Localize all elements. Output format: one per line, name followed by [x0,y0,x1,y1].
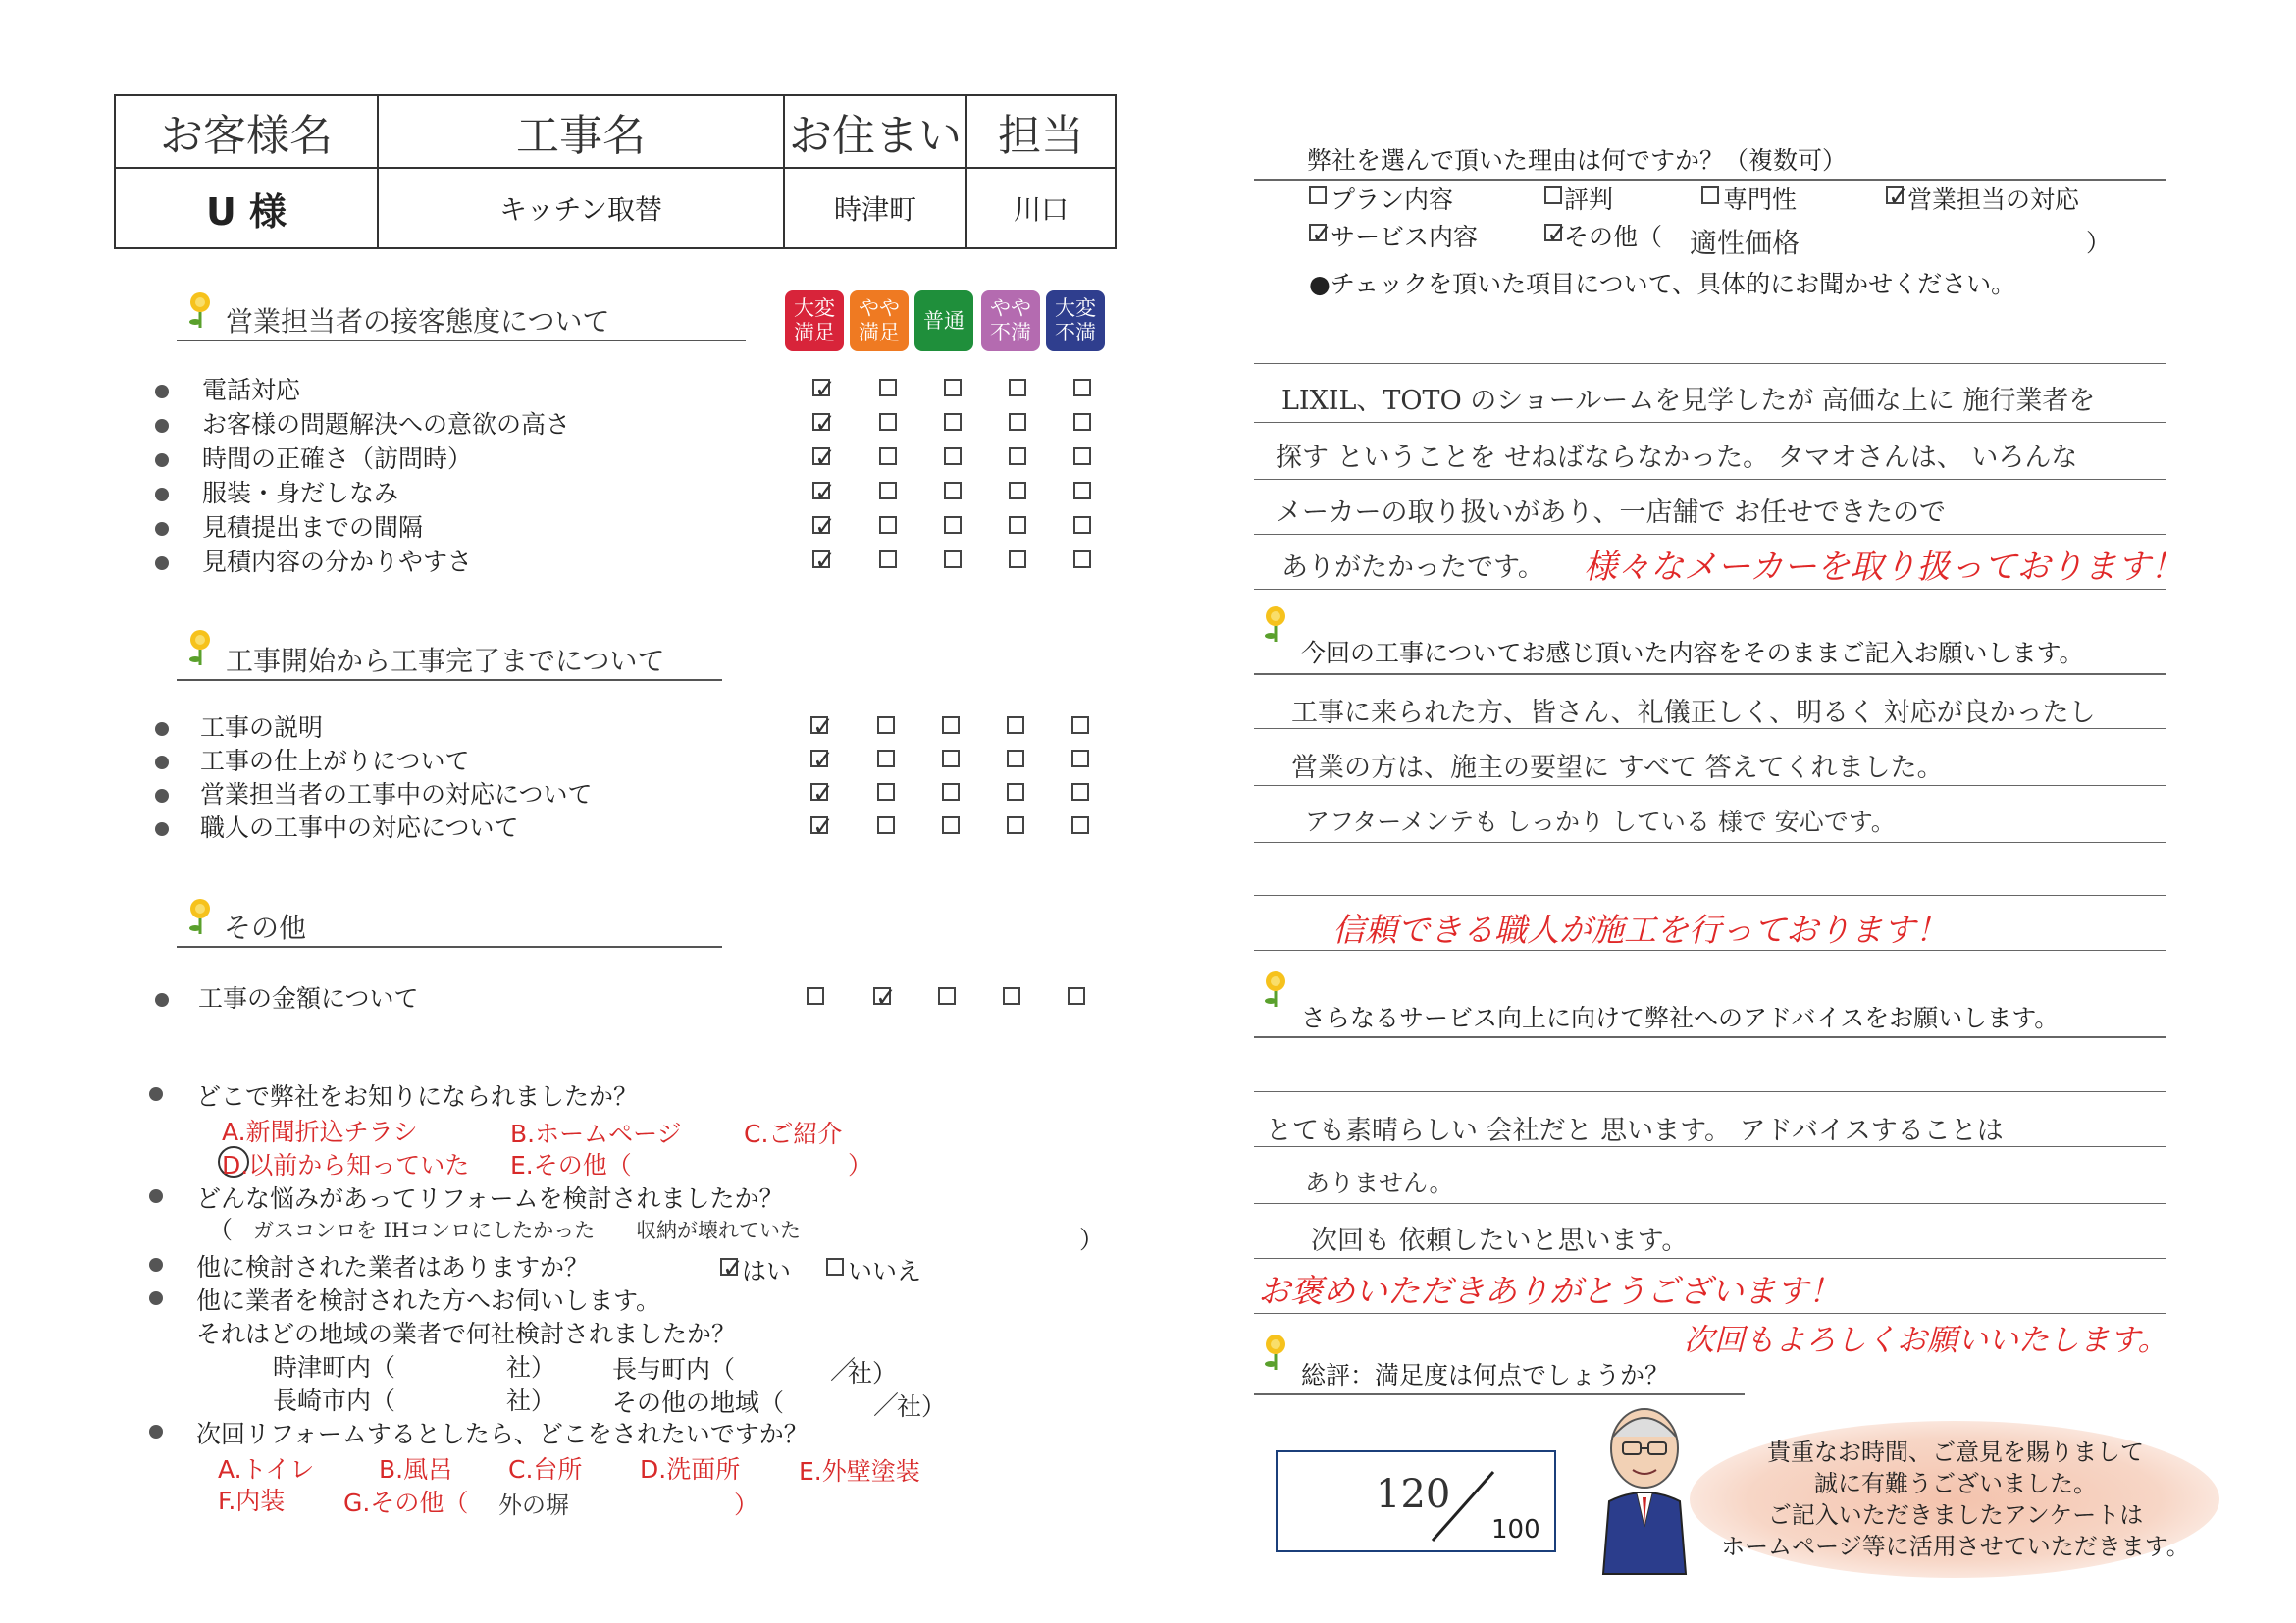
bullet [155,419,169,433]
rating-checkbox[interactable] [1009,379,1026,396]
thanks-line2: 誠に有難うございました。 [1814,1470,2097,1497]
rating-checkbox[interactable] [1009,482,1026,499]
section2-title: 工事開始から工事完了までについて [226,645,665,677]
bullet [155,522,169,536]
answer1-line2: 探す ということを せねばならなかった。 タマオさんは、 いろんな [1276,443,2078,473]
rating-checkbox[interactable]: ✓ [814,409,836,439]
answer1-line1: LIXIL、TOTO のショールームを見学したが 高価な上に 施行業者を [1281,386,2096,416]
bullet [155,722,169,736]
reason-rep: 評判 [1564,185,1614,214]
reason-rep-checkbox[interactable] [1544,186,1562,204]
rating-checkbox[interactable] [879,516,897,534]
q-area-a2-v: ／ [830,1356,857,1386]
q-area-a4-s: 社） [897,1392,947,1421]
rating-checkbox[interactable] [1073,516,1091,534]
rating-checkbox[interactable] [1007,816,1024,834]
right-q3: さらなるサービス向上に向けて弊社へのアドバイスをお願いします。 [1301,1004,2060,1032]
rating-checkbox[interactable] [879,447,897,465]
rating-checkbox[interactable]: ✓ [814,478,836,507]
rating-checkbox[interactable] [1073,413,1091,431]
q-area-2: それはどの地域の業者で何社検討されましたか？ [196,1320,737,1348]
q-next-f: F.内装 [218,1487,286,1515]
q-next-a: A.トイレ [218,1455,315,1484]
q-reason-open: （ [208,1216,234,1244]
q-know: どこで弊社をお知りになられましたか？ [196,1082,639,1111]
rating-checkbox[interactable] [879,379,897,396]
score-max: 100 [1491,1515,1540,1544]
rating-checkbox[interactable] [944,482,962,499]
answer3-line2: ありません。 [1305,1169,1454,1197]
rating-checkbox[interactable] [938,987,956,1005]
rating-checkbox[interactable] [1007,716,1024,734]
q-area-a4: その他の地域（ [612,1388,785,1417]
mascot-illustration [1586,1399,1703,1576]
staff-name: 川口 [966,168,1116,248]
q-next-g: G.その他（ [343,1489,469,1517]
rating-checkbox[interactable] [944,516,962,534]
work-name: キッチン取替 [378,168,784,248]
section1-underline [177,340,746,341]
rating-checkbox[interactable] [1009,550,1026,568]
header-customer-label: お客様名 [115,95,378,168]
rating-checkbox[interactable]: ✓ [812,712,834,742]
answer1-line3: メーカーの取り扱いがあり、一店舗で お任せできたので [1276,497,1947,528]
reason-other-close: ） [2086,229,2112,257]
section3-underline [177,946,722,948]
section1-title: 営業担当者の接客態度について [226,305,610,338]
score-box[interactable] [1276,1450,1556,1552]
right-q4: 総評：満足度は何点でしょうか？ [1301,1361,1670,1389]
q-area-a4-v: ／ [873,1391,900,1421]
scale-badge-2: 普通 [914,290,973,351]
bullet [155,789,169,803]
rating-checkbox[interactable] [1071,716,1089,734]
rating-checkbox[interactable] [1071,816,1089,834]
rating-checkbox[interactable] [1003,987,1020,1005]
rating-checkbox[interactable] [944,379,962,396]
bullet [155,756,169,769]
q-reason-answer1: ガスコンロを IHコンロにしたかった [253,1219,596,1242]
rating-label: 工事の仕上がりについて [200,747,470,775]
q-other: 他に検討された業者はありますか？ [196,1253,590,1282]
rating-checkbox[interactable] [1071,750,1089,767]
address: 時津町 [784,168,966,248]
rating-checkbox[interactable] [942,816,960,834]
reason-sales: 営業担当の対応 [1907,185,2080,214]
rating-checkbox[interactable] [1071,783,1089,801]
rating-label: 時間の正確さ（訪問時） [202,445,473,473]
rating-checkbox[interactable] [944,413,962,431]
q-area-a3: 長崎市内（ [273,1387,396,1415]
right-q1-sub: ●チェックを頂いた項目について、具体的にお聞かせください。 [1309,270,2016,298]
q-other-no-checkbox[interactable] [826,1258,844,1276]
reason-pro: 専門性 [1723,185,1798,214]
q-next-b: B.風呂 [379,1455,453,1484]
rating-checkbox[interactable] [1007,783,1024,801]
rating-checkbox[interactable] [942,716,960,734]
answer2-reply: 信頼できる職人が施工を行っております！ [1332,911,1948,949]
rating-checkbox[interactable] [877,716,895,734]
answer3-line1: とても素晴らしい 会社だと 思います。 アドバイスすることは [1266,1116,2004,1146]
q-know-opt-b: B.ホームページ [510,1120,682,1148]
score-value: 120 [1376,1472,1451,1517]
reason-plan: プラン内容 [1331,185,1454,214]
q-next-g-close: ） [734,1491,759,1519]
rating-checkbox[interactable] [942,750,960,767]
bullet [155,556,169,570]
q-know-opt-e-close: ） [848,1151,873,1179]
reason-plan-checkbox[interactable] [1309,186,1327,204]
right-q1: 弊社を選んで頂いた理由は何ですか？（複数可） [1307,146,1848,175]
reason-pro-checkbox[interactable] [1701,186,1719,204]
reason-other-answer: 適性価格 [1690,227,1800,259]
rating-checkbox[interactable] [1009,413,1026,431]
rating-checkbox[interactable] [944,550,962,568]
rating-checkbox[interactable] [877,816,895,834]
rating-label: 見積提出までの間隔 [202,513,424,542]
rating-checkbox[interactable] [944,447,962,465]
rating-checkbox[interactable] [807,987,824,1005]
thanks-text [1696,1437,2216,1562]
rating-label: 服装・身だしなみ [202,479,399,507]
rating-label: お客様の問題解決への意欲の高さ [202,410,571,439]
rating-checkbox[interactable] [1007,750,1024,767]
answer2-line3: アフターメンテも しっかり している 様で 安心です。 [1305,808,1896,836]
rating-checkbox[interactable]: ✓ [814,547,836,576]
customer-name: U 様 [115,168,378,248]
q-know-opt-e: E.その他（ [510,1151,632,1179]
q-other-yes-checkbox[interactable]: ✓ [722,1254,744,1283]
rating-checkbox[interactable]: ✓ [814,444,836,473]
rating-label: 見積内容の分かりやすさ [202,548,473,576]
rating-checkbox[interactable] [1068,987,1085,1005]
rating-checkbox[interactable]: ✓ [814,375,836,404]
bullet [155,822,169,836]
rating-checkbox[interactable]: ✓ [812,779,834,809]
header-address-label: お住まい [784,95,966,168]
rating-label: 工事の説明 [200,713,324,742]
q-next-d: D.洗面所 [640,1455,741,1484]
answer3-line3: 次回も 依頼したいと思います。 [1311,1226,1689,1256]
q-reason-answer2: 収納が壊れていた [636,1219,801,1242]
rating-label: 工事の金額について [198,984,419,1013]
rating-checkbox[interactable] [1009,447,1026,465]
rating-checkbox[interactable] [879,413,897,431]
rating-checkbox[interactable] [942,783,960,801]
rating-checkbox[interactable]: ✓ [812,746,834,775]
q-area-a1-s: 社） [506,1353,556,1382]
header-work-label: 工事名 [378,95,784,168]
rating-checkbox[interactable] [877,750,895,767]
section3-title: その他 [224,912,307,944]
answer1-line4: ありがたかったです。 [1281,552,1544,583]
reason-sales-checkbox[interactable]: ✓ [1888,183,1909,212]
thanks-line4: ホームページ等に活用させていただきます。 [1721,1533,2190,1560]
q-reason: どんな悩みがあってリフォームを検討されましたか？ [196,1184,784,1213]
flower-icon [1262,969,1289,1013]
right-q2: 今回の工事についてお感じ頂いた内容をそのままご記入お願いします。 [1301,639,2084,667]
q-next: 次回リフォームするとしたら、どこをされたいですか？ [196,1420,809,1448]
rating-checkbox[interactable] [1073,447,1091,465]
reason-service: サービス内容 [1331,223,1479,251]
bullet [155,488,169,501]
rating-checkbox[interactable]: ✓ [875,983,897,1013]
rating-checkbox[interactable] [1073,550,1091,568]
rating-label: 営業担当者の工事中の対応について [200,780,593,809]
flower-icon [1262,604,1289,648]
rating-label: 電話対応 [202,376,301,404]
q-next-e: E.外壁塗装 [799,1457,920,1486]
flower-icon [186,628,214,671]
header-staff-label: 担当 [966,95,1116,168]
answer2-line1: 工事に来られた方、皆さん、礼儀正しく、明るく 対応が良かったし [1291,698,2096,728]
q-know-opt-a: A.新聞折込チラシ [222,1118,418,1146]
bullet [155,993,169,1007]
flower-icon [186,290,214,334]
q-know-opt-d: D.以前から知っていた [222,1151,470,1179]
section2-underline [177,679,722,681]
flower-icon [1262,1333,1289,1376]
scale-badge-4: 大変 不満 [1046,290,1105,351]
reason-service-checkbox[interactable]: ✓ [1311,220,1332,249]
reason-other: その他（ [1564,223,1663,251]
rating-checkbox[interactable] [879,482,897,499]
reason-other-checkbox[interactable]: ✓ [1546,220,1568,249]
rating-checkbox[interactable] [1009,516,1026,534]
q-area-a2-s: 社） [848,1359,898,1387]
q-next-g-answer: 外の塀 [498,1492,569,1519]
rating-checkbox[interactable]: ✓ [812,812,834,842]
q-area-1: 他に業者を検討された方へお伺いします。 [196,1286,661,1315]
bullet [155,453,169,467]
rating-checkbox[interactable] [879,550,897,568]
scale-badge-0: 大変 満足 [785,290,844,351]
rating-label: 職人の工事中の対応について [200,813,519,842]
thanks-line3: ご記入いただきましたアンケートは [1767,1501,2144,1529]
rating-checkbox[interactable] [1073,379,1091,396]
bullet [155,385,169,398]
q-know-opt-c: C.ご紹介 [744,1120,843,1148]
q-area-a2: 長与町内（ [612,1355,736,1384]
answer3-reply2: 次回もよろしくお願いいたします。 [1684,1323,2168,1358]
rating-checkbox[interactable]: ✓ [814,512,836,542]
q-area-a1: 時津町内（ [273,1353,396,1382]
rating-checkbox[interactable] [1073,482,1091,499]
header-table [114,94,1117,249]
rating-checkbox[interactable] [877,783,895,801]
flower-icon [186,897,214,940]
thanks-line1: 貴重なお時間、ご意見を賜りまして [1767,1439,2144,1466]
scale-badge-1: やや 満足 [850,290,909,351]
answer2-line2: 営業の方は、施主の要望に すべて 答えてくれました。 [1291,753,1944,783]
q-other-yes: はい [742,1257,792,1285]
q-other-no: いいえ [848,1257,922,1285]
answer1-reply: 様々なメーカーを取り扱っております！ [1584,548,2184,587]
scale-badge-3: やや 不満 [981,290,1040,351]
q-reason-close: ） [1079,1226,1105,1254]
q-area-a3-s: 社） [506,1387,556,1415]
q-next-c: C.台所 [508,1455,583,1484]
answer3-reply1: お褒めいただきありがとうございます！ [1258,1272,1841,1310]
